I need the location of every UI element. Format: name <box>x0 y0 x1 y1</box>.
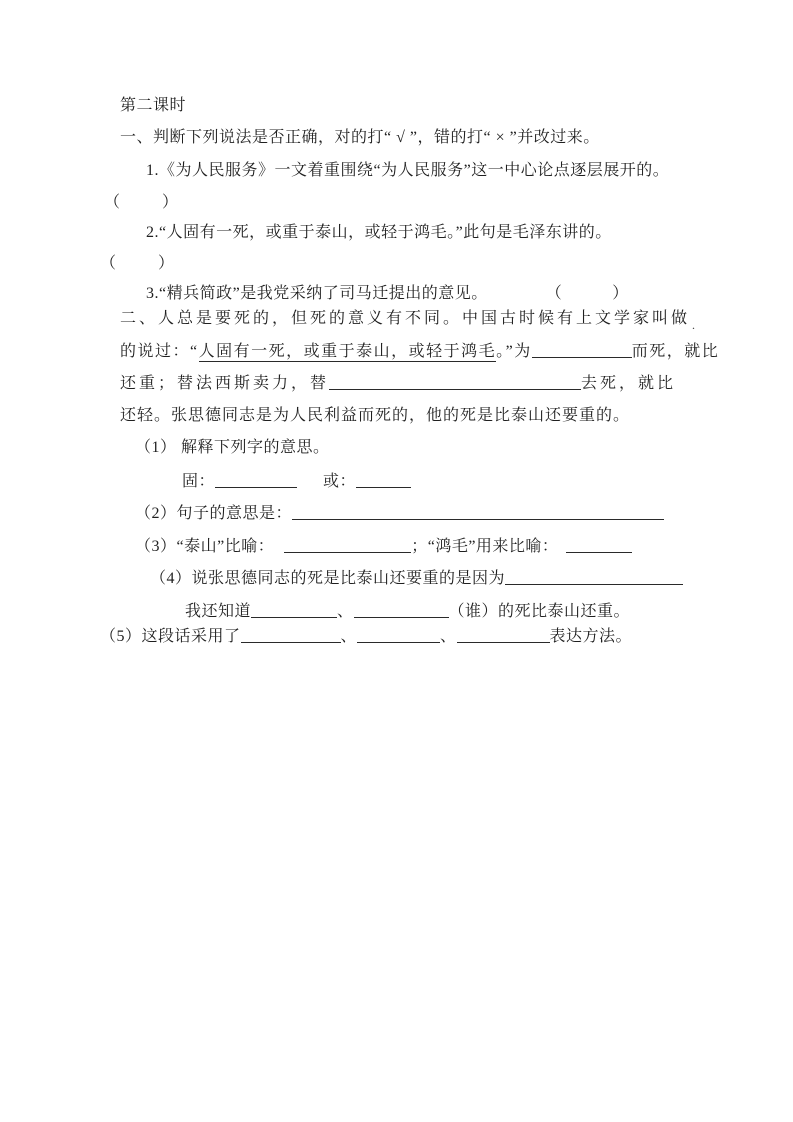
text-run: 还重；替法西斯卖力，替 <box>120 374 330 392</box>
text-run: 表达方法。 <box>549 627 633 645</box>
lesson-title <box>120 95 186 117</box>
text-run: 去死，就比 <box>581 374 677 392</box>
text-run: （3）“泰山”比喻： <box>135 537 275 555</box>
fill-in-blank <box>354 600 449 618</box>
text-run: （ <box>104 194 121 211</box>
section-two-passage-line-1 <box>120 308 690 330</box>
text-run: 、 <box>440 627 457 645</box>
text-run: 或： <box>323 472 357 490</box>
text-run: 1.《为人民服务》一文着重围绕“为人民服务”这一中心论点逐层展开的。 <box>146 162 670 179</box>
fill-in-blank <box>215 470 297 488</box>
text-run: 。”为 <box>496 342 532 360</box>
section-two-passage-line-3 <box>120 372 676 395</box>
question-1-1-answer-parens <box>104 192 178 214</box>
spacer <box>558 550 566 551</box>
fill-in-blank <box>532 340 632 358</box>
spacer <box>116 267 158 268</box>
spacer <box>120 206 162 207</box>
spacer <box>562 297 612 298</box>
sub-question-4-line-2 <box>185 600 630 623</box>
text-run: 我还知道 <box>185 602 252 620</box>
text-run: （ <box>545 285 563 302</box>
fill-in-blank <box>292 502 664 520</box>
spacer <box>297 485 323 486</box>
text-run: 3.“精兵简政”是我党采纳了司马迁提出的意见。 <box>146 285 488 302</box>
text-run: （2）句子的意思是： <box>135 504 293 522</box>
spacer <box>488 297 546 298</box>
text-run: ） <box>158 255 175 272</box>
text-run: 第二课时 <box>120 97 187 114</box>
text-run: 固： <box>182 472 216 490</box>
section-two-passage-line-2 <box>120 340 719 363</box>
spacer <box>274 550 284 551</box>
text-run: （4）说张思德同志的死是比泰山还要重的是因为 <box>150 569 506 587</box>
sub-question-1 <box>135 437 330 459</box>
fill-in-blank <box>241 625 341 643</box>
question-1-2 <box>146 222 612 244</box>
fill-in-blank <box>566 535 632 553</box>
text-run: ） <box>162 194 179 211</box>
text-run: （1） 解释下列字的意思。 <box>135 439 330 456</box>
text-run: 2.“人固有一死，或重于泰山，或轻于鸿毛。”此句是毛泽东讲的。 <box>146 224 612 241</box>
fill-in-blank <box>284 535 411 553</box>
question-1-1 <box>146 160 669 182</box>
section-one-heading <box>120 127 600 149</box>
sub-question-4 <box>150 567 683 590</box>
text-run: （谁）的死比泰山还重。 <box>448 602 631 620</box>
text-run: 还轻。张思德同志是为人民利益而死的，他的死是比泰山还要重的。 <box>120 407 631 424</box>
sub-question-3 <box>135 535 632 558</box>
fill-in-blank <box>357 625 440 643</box>
text-run: 的说过：“ <box>120 342 199 360</box>
text-run: 、 <box>337 602 354 620</box>
sub-question-1-blanks <box>182 470 411 493</box>
sub-question-2 <box>135 502 664 525</box>
text-run: （5）这段话采用了 <box>100 627 241 645</box>
sub-question-5 <box>100 625 632 648</box>
fill-in-blank <box>457 625 550 643</box>
text-run: 而死，就比 <box>631 342 720 360</box>
question-1-3 <box>146 283 629 305</box>
text-run: 二、人总是要死的，但死的意义有不同。中国古时候有上文学家叫做 <box>120 310 691 327</box>
text-run: （ <box>100 255 117 272</box>
text-run: 一、判断下列说法是否正确，对的打“ √ ”，错的打“ × ”并改过来。 <box>120 129 600 146</box>
text-run: 、 <box>340 627 358 645</box>
fill-in-blank <box>505 567 683 585</box>
text-run: ） <box>612 285 629 302</box>
question-1-2-answer-parens <box>100 253 174 275</box>
fill-in-blank <box>356 470 411 488</box>
fill-in-blank <box>251 600 337 618</box>
section-two-passage-line-4 <box>120 405 630 427</box>
stray-dot-mark: . <box>692 318 695 332</box>
text-run: ；“鸿毛”用来比喻： <box>411 537 559 555</box>
underlined-quote: 人固有一死，或重于泰山，或轻于鸿毛 <box>198 342 497 360</box>
fill-in-blank <box>329 372 581 390</box>
